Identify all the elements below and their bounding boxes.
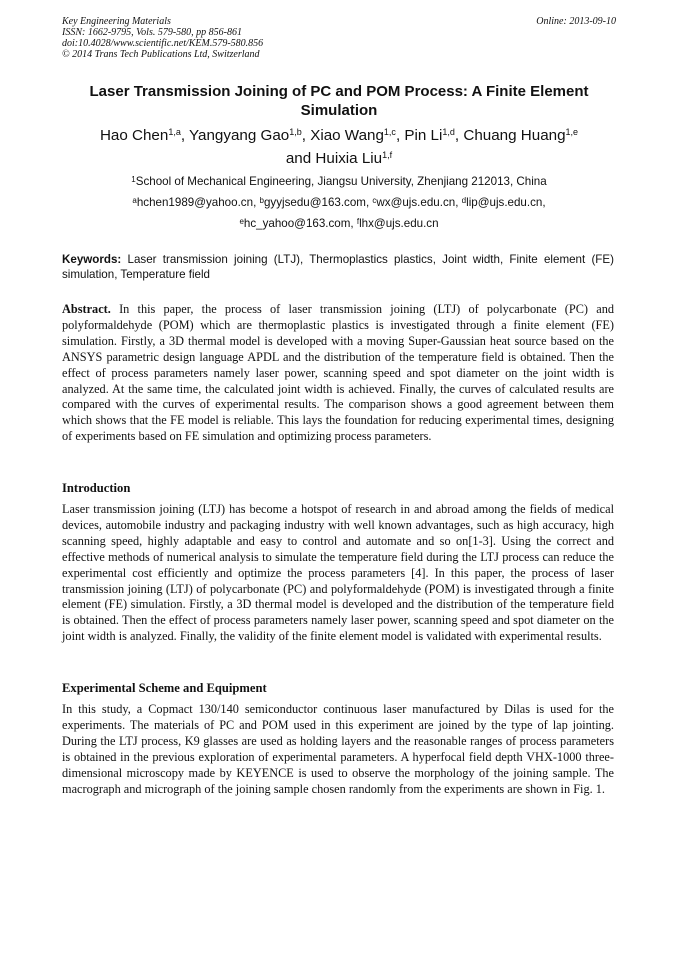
author-affiliation-mark: 1,c [383, 127, 396, 137]
abstract-label: Abstract. [62, 302, 111, 316]
affiliation [62, 175, 616, 189]
author-conjunction: and [285, 150, 312, 167]
email-mark: c [372, 196, 377, 205]
experimental-paragraph: In this study, a Copmact 130/140 semiconductor continuous laser manufactured by Dilas is used for the experiments. The materials of PC and POM used in this experiment are joined by the type of lap jointing. During the LTJ process, K9 glasses are used as holding layers and the reasonable ranges of process parameters is obtained in the previous exploration of experimental parameters. A hyperfocal field depth VHX-1000 three-dimensional microscopy made by KEYENCE is used to observe the morphology of the joining sample. The macrograph and micrograph of the joining sample chosen randomly from the experiments are shown in Fig. 1. [62, 702, 614, 796]
author-affiliation-mark: 1,a [168, 127, 181, 137]
section-heading-introduction: Introduction [62, 481, 131, 495]
issn-line: ISSN: 1662-9795, Vols. 579-580, pp 856-861 [62, 27, 242, 38]
online-date: Online: 2013-09-10 [536, 16, 616, 27]
keywords-text: Laser transmission joining (LTJ), Thermoplastics plastics, Joint width, Finite element (FE) simulation, Temperature field [62, 253, 614, 281]
author-name: Yangyang Gao [189, 127, 290, 144]
email-mark: e [239, 217, 244, 226]
email-address: hc_yahoo@163.com [243, 217, 351, 230]
affiliation-mark: 1 [131, 175, 136, 184]
email-mark: d [461, 196, 467, 205]
author-name: Chuang Huang [463, 127, 566, 144]
publication-header [62, 16, 616, 60]
email-mark: f [356, 217, 360, 226]
copyright-line: © 2014 Trans Tech Publications Ltd, Switzerland [62, 49, 260, 60]
abstract [62, 302, 614, 445]
section-heading-experimental: Experimental Scheme and Equipment [62, 681, 267, 695]
affiliation-text: School of Mechanical Engineering, Jiangsu University, Zhenjiang 212013, China [135, 175, 547, 188]
email-address: hchen1989@yahoo.cn [136, 196, 254, 209]
author-affiliation-mark: 1,d [442, 127, 455, 137]
abstract-text: In this paper, the process of laser transmission joining (LTJ) of polycarbonate (PC) and polyformaldehyde (POM) which are thermoplastic plastics is investigated through a finite element (FE) simulation. Firstly, a 3D thermal model is developed with a moving Super-Gaussian heat source based on the ANSYS parametric design language APDL and the distribution of the temperature field is obtained. Then the effect of process parameters namely laser power, scanning speed and spot diameter on the joint width is analyzed. At the same time, the calculated joint width is achieved. Finally, the curves of calculated results are compared with the curves of experimental results. The comparison shows a good agreement between them which shows that the FE model is reliable. This lays the foundation for reducing experimental times, designing of experiments based on FE simulation and optimizing process parameters. [62, 302, 615, 444]
author-list: Hao Chen$^{1,a}$, Yangyang Gao$^{1,b}$, Xiao Wang$^{1,c}$, Pin Li$^{1,d}$, Chuang Huang$^{1,e}$ and Huixia Liu$^{1,f}$ [99, 127, 579, 167]
keywords-label: Keywords: [62, 253, 122, 266]
keywords [62, 252, 614, 282]
email-list-continued: $^e$hc_yahoo@163.com, $^f$lhx@ujs.edu.cn [239, 217, 439, 230]
email-mark: b [259, 196, 264, 205]
doi-line: doi:10.4028/www.scientific.net/KEM.579-580.856 [62, 38, 264, 49]
email-address: lhx@ujs.edu.cn [359, 217, 439, 230]
author-affiliation-mark: 1,e [565, 127, 579, 137]
author-name: Xiao Wang [310, 127, 384, 144]
email-address: gyyjsedu@163.com [263, 196, 366, 209]
introduction-paragraph: Laser transmission joining (LTJ) has become a hotspot of research in and abroad among the fields of medical devices, automobile industry and packaging industry with well known advantages, such as high accuracy, high scanning speed, highly adaptable and easy to control and automate and so on[1-3]. Using the correct and effective methods of numerical analysis to simulate the temperature field during the LTJ process can reduce the experimental cost efficiently and optimize the process parameters [4]. In this paper, the process of laser transmission joining (LTJ) of polycarbonate (PC) and polyformaldehyde (POM) is investigated through a finite element (FE) simulation. Firstly, a 3D thermal model is developed and the distribution of the temperature field is obtained. Then the effect of process parameters namely laser power, scanning speed and spot diameter on the joint width is analyzed. Finally, the validity of the finite element model is validated with experimental results. [62, 502, 614, 644]
email-address: lip@ujs.edu.cn [466, 196, 543, 209]
journal-name: Key Engineering Materials [62, 16, 171, 27]
paper-title: Laser Transmission Joining of PC and POM Process: A Finite Element Simulation [89, 83, 589, 119]
author-affiliation-mark: 1,b [289, 127, 302, 137]
email-address: wx@ujs.edu.cn [376, 196, 456, 209]
author-affiliation-mark: 1,f [382, 150, 393, 160]
author-name: Hao Chen [99, 127, 169, 144]
email-mark: a [132, 196, 137, 205]
author-name: Pin Li [404, 127, 443, 144]
author-name: Huixia Liu [315, 150, 383, 167]
email-list: $^a$hchen1989@yahoo.cn, $^b$gyyjsedu@163.com, $^c$wx@ujs.edu.cn, $^d$lip@ujs.edu.cn, [132, 196, 546, 209]
